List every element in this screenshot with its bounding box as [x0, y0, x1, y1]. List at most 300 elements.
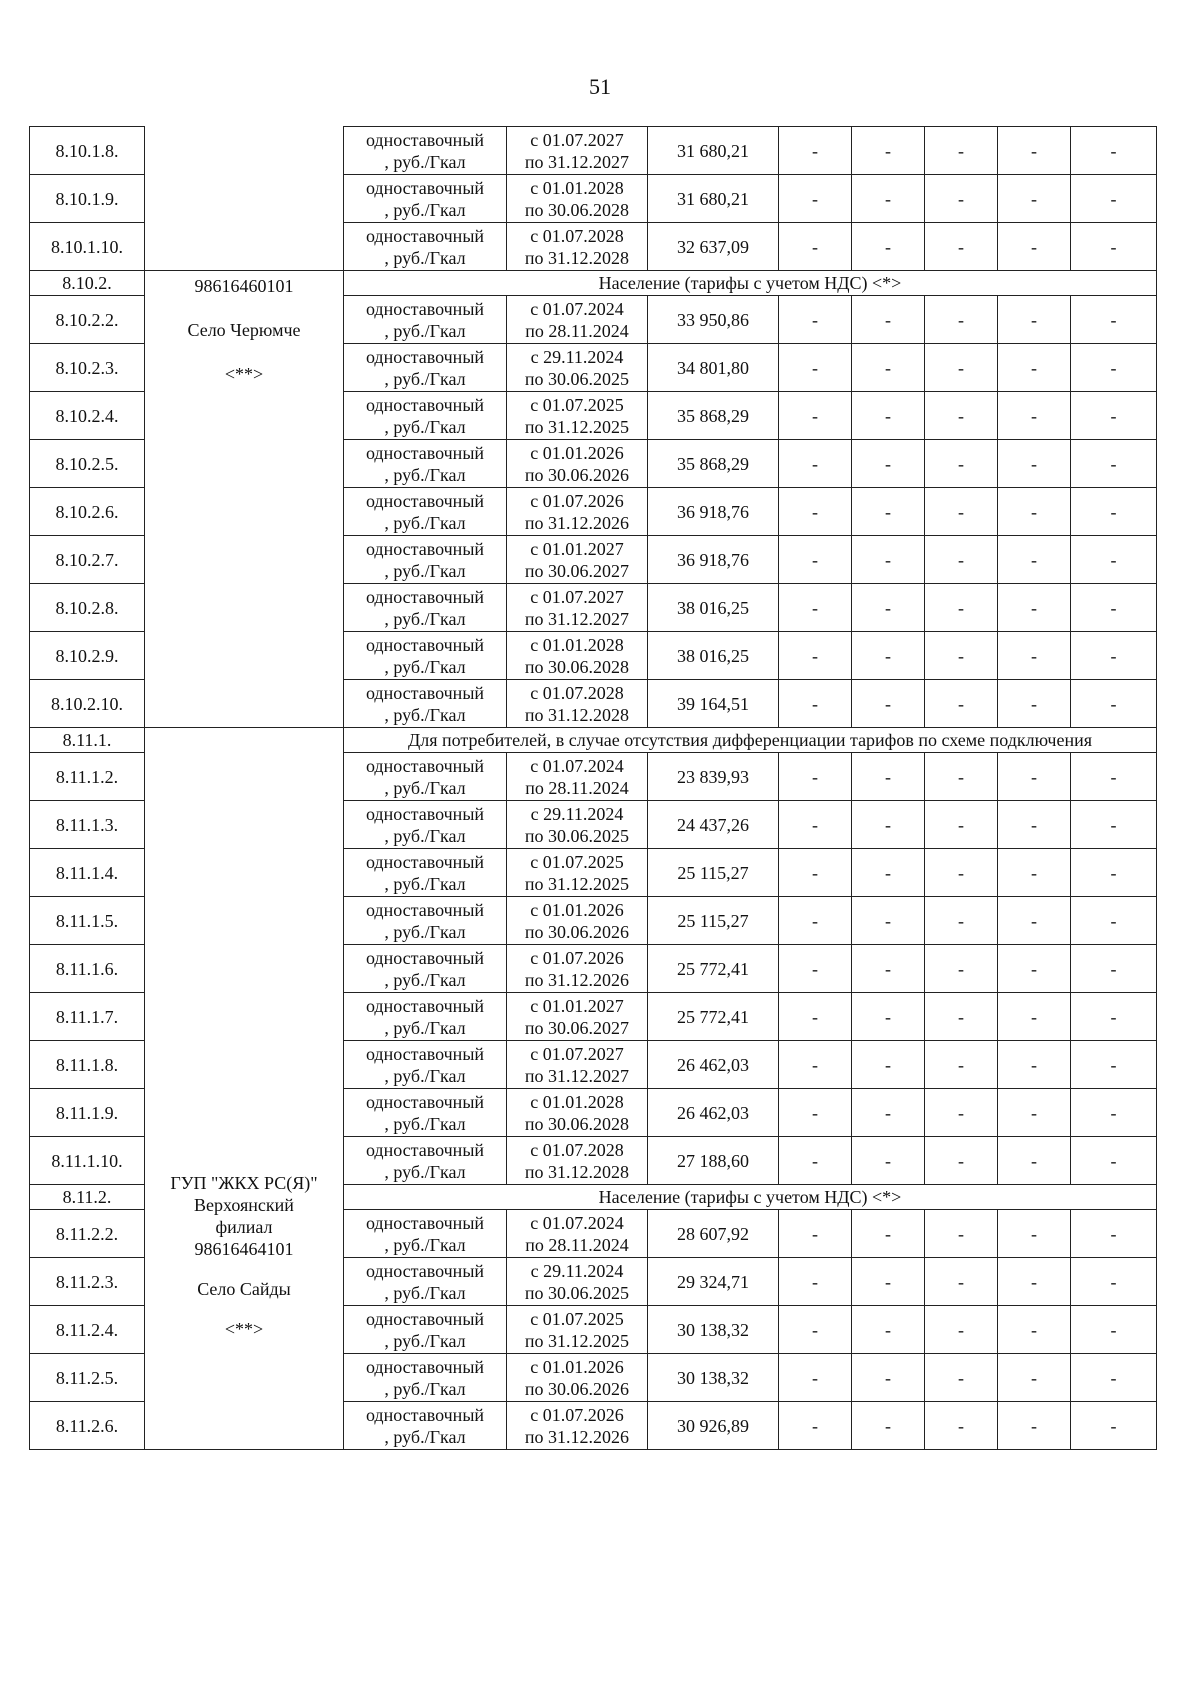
tariff-unit-line: , руб./Гкал — [384, 969, 466, 990]
tariff-kind-line: одноставочный — [365, 1356, 485, 1377]
period-to: по 31.12.2028 — [524, 1161, 630, 1182]
empty-value-dash: - — [998, 753, 1071, 801]
empty-value-dash: - — [998, 536, 1071, 584]
period-to: по 28.11.2024 — [525, 777, 629, 798]
tariff-unit-line: , руб./Гкал — [384, 512, 466, 533]
period-to: по 31.12.2026 — [524, 1426, 630, 1447]
tariff-unit-line: , руб./Гкал — [384, 704, 466, 725]
tariff-kind-cell — [344, 127, 507, 175]
group-heading-row — [30, 728, 1157, 753]
tariff-kind-cell — [344, 1258, 507, 1306]
empty-value-dash: - — [852, 296, 925, 344]
footnote-mark: <**> — [224, 364, 264, 384]
empty-value-dash: - — [925, 440, 998, 488]
empty-value-dash: - — [852, 632, 925, 680]
empty-value-dash: - — [998, 175, 1071, 223]
period-cell — [507, 680, 648, 728]
empty-value-dash: - — [1071, 175, 1157, 223]
empty-value-dash: - — [779, 1089, 852, 1137]
tariff-table — [29, 126, 1157, 1450]
tariff-value: 36 918,76 — [648, 488, 779, 536]
tariff-value: 25 115,27 — [648, 897, 779, 945]
empty-value-dash: - — [998, 801, 1071, 849]
tariff-kind-cell — [344, 993, 507, 1041]
period-to: по 30.06.2028 — [524, 199, 630, 220]
period-to: по 31.12.2025 — [524, 873, 630, 894]
tariff-kind-line: одноставочный — [365, 225, 485, 246]
period-from: с 01.07.2028 — [530, 682, 624, 703]
period-to: по 30.06.2027 — [524, 1017, 630, 1038]
tariff-unit-line: , руб./Гкал — [384, 1282, 466, 1303]
period-cell — [507, 632, 648, 680]
period-from: с 01.07.2024 — [530, 1212, 624, 1233]
empty-value-dash: - — [852, 536, 925, 584]
empty-value-dash: - — [852, 1041, 925, 1089]
tariff-unit-line: , руб./Гкал — [384, 1378, 466, 1399]
tariff-kind-line: одноставочный — [365, 682, 485, 703]
tariff-kind-cell — [344, 296, 507, 344]
empty-value-dash: - — [1071, 1041, 1157, 1089]
empty-value-dash: - — [852, 1354, 925, 1402]
row-code: 8.11.2.4. — [30, 1306, 145, 1354]
period-from: с 01.01.2027 — [530, 538, 624, 559]
empty-value-dash: - — [998, 1089, 1071, 1137]
tariff-kind-cell — [344, 1210, 507, 1258]
empty-value-dash: - — [852, 897, 925, 945]
empty-value-dash: - — [852, 440, 925, 488]
empty-value-dash: - — [925, 488, 998, 536]
tariff-value: 29 324,71 — [648, 1258, 779, 1306]
period-cell — [507, 488, 648, 536]
period-to: по 31.12.2026 — [524, 969, 630, 990]
tariff-value: 34 801,80 — [648, 344, 779, 392]
tariff-value: 31 680,21 — [648, 127, 779, 175]
tariff-value: 30 926,89 — [648, 1402, 779, 1450]
empty-value-dash: - — [925, 1210, 998, 1258]
empty-value-dash: - — [998, 945, 1071, 993]
period-to: по 31.12.2025 — [524, 1330, 630, 1351]
empty-value-dash: - — [925, 296, 998, 344]
tariff-unit-line: , руб./Гкал — [384, 368, 466, 389]
period-cell — [507, 223, 648, 271]
period-cell — [507, 536, 648, 584]
period-to: по 28.11.2024 — [525, 320, 629, 341]
tariff-unit-line: , руб./Гкал — [384, 825, 466, 846]
empty-value-dash: - — [779, 897, 852, 945]
period-to: по 31.12.2026 — [524, 512, 630, 533]
empty-value-dash: - — [1071, 392, 1157, 440]
tariff-kind-line: одноставочный — [365, 1043, 485, 1064]
period-from: с 01.01.2028 — [530, 177, 624, 198]
tariff-kind-line: одноставочный — [365, 129, 485, 150]
tariff-value: 33 950,86 — [648, 296, 779, 344]
empty-value-dash: - — [852, 488, 925, 536]
tariff-kind-cell — [344, 1354, 507, 1402]
period-from: с 01.07.2027 — [530, 586, 624, 607]
empty-value-dash: - — [925, 1041, 998, 1089]
empty-value-dash: - — [779, 1402, 852, 1450]
period-to: по 31.12.2027 — [524, 1065, 630, 1086]
period-from: с 29.11.2024 — [530, 1260, 624, 1281]
period-cell — [507, 127, 648, 175]
period-cell — [507, 392, 648, 440]
empty-value-dash: - — [1071, 993, 1157, 1041]
row-code: 8.10.1.8. — [30, 127, 145, 175]
tariff-kind-cell — [344, 440, 507, 488]
empty-value-dash: - — [1071, 1137, 1157, 1185]
branch-name: Верхоянский — [194, 1195, 294, 1215]
empty-value-dash: - — [779, 753, 852, 801]
group-heading: Население (тарифы с учетом НДС) <*> — [344, 271, 1157, 296]
period-from: с 01.07.2027 — [530, 1043, 624, 1064]
empty-value-dash: - — [852, 1210, 925, 1258]
empty-value-dash: - — [998, 849, 1071, 897]
tariff-value: 38 016,25 — [648, 584, 779, 632]
empty-value-dash: - — [852, 753, 925, 801]
tariff-value: 35 868,29 — [648, 392, 779, 440]
period-to: по 30.06.2026 — [524, 921, 630, 942]
period-from: с 01.07.2028 — [530, 1139, 624, 1160]
empty-value-dash: - — [852, 1306, 925, 1354]
empty-value-dash: - — [779, 440, 852, 488]
empty-value-dash: - — [925, 223, 998, 271]
tariff-kind-cell — [344, 536, 507, 584]
empty-value-dash: - — [925, 1402, 998, 1450]
tariff-kind-cell — [344, 680, 507, 728]
empty-value-dash: - — [925, 1354, 998, 1402]
row-code: 8.11.1.8. — [30, 1041, 145, 1089]
tariff-kind-line: одноставочный — [365, 394, 485, 415]
empty-value-dash: - — [779, 1041, 852, 1089]
empty-value-dash: - — [1071, 127, 1157, 175]
tariff-unit-line: , руб./Гкал — [384, 464, 466, 485]
tariff-kind-line: одноставочный — [365, 1139, 485, 1160]
period-from: с 29.11.2024 — [530, 803, 624, 824]
empty-value-dash: - — [779, 1210, 852, 1258]
tariff-unit-line: , руб./Гкал — [384, 1161, 466, 1182]
empty-value-dash: - — [852, 223, 925, 271]
empty-value-dash: - — [779, 223, 852, 271]
tariff-table-body — [30, 127, 1157, 1450]
empty-value-dash: - — [1071, 584, 1157, 632]
empty-value-dash: - — [779, 536, 852, 584]
empty-value-dash: - — [925, 849, 998, 897]
empty-value-dash: - — [779, 680, 852, 728]
empty-value-dash: - — [925, 392, 998, 440]
empty-value-dash: - — [779, 127, 852, 175]
group-heading-row — [30, 271, 1157, 296]
period-to: по 30.06.2025 — [524, 368, 630, 389]
empty-value-dash: - — [852, 584, 925, 632]
empty-value-dash: - — [925, 1137, 998, 1185]
row-code: 8.11.1.10. — [30, 1137, 145, 1185]
empty-value-dash: - — [998, 584, 1071, 632]
period-from: с 01.07.2028 — [530, 225, 624, 246]
empty-value-dash: - — [1071, 536, 1157, 584]
row-code: 8.11.1.4. — [30, 849, 145, 897]
row-code: 8.10.2.10. — [30, 680, 145, 728]
period-to: по 30.06.2028 — [524, 1113, 630, 1134]
period-cell — [507, 1354, 648, 1402]
tariff-value: 28 607,92 — [648, 1210, 779, 1258]
empty-value-dash: - — [998, 1137, 1071, 1185]
row-code: 8.10.2.4. — [30, 392, 145, 440]
tariff-unit-line: , руб./Гкал — [384, 777, 466, 798]
period-cell — [507, 584, 648, 632]
tariff-unit-line: , руб./Гкал — [384, 656, 466, 677]
footnote-mark: <**> — [224, 1319, 264, 1339]
period-cell — [507, 1210, 648, 1258]
period-from: с 01.07.2027 — [530, 129, 624, 150]
empty-value-dash: - — [1071, 1306, 1157, 1354]
tariff-unit-line: , руб./Гкал — [384, 199, 466, 220]
period-from: с 01.07.2026 — [530, 490, 624, 511]
empty-value-dash: - — [852, 1402, 925, 1450]
empty-value-dash: - — [998, 127, 1071, 175]
organization-cell-saydy — [145, 728, 344, 1450]
empty-value-dash: - — [998, 1041, 1071, 1089]
empty-value-dash: - — [1071, 1354, 1157, 1402]
tariff-kind-cell — [344, 488, 507, 536]
empty-value-dash: - — [1071, 296, 1157, 344]
group-heading: Для потребителей, в случае отсутствия дифференциации тарифов по схеме подключения — [344, 728, 1157, 753]
tariff-value: 38 016,25 — [648, 632, 779, 680]
row-code: 8.10.1.10. — [30, 223, 145, 271]
tariff-value: 23 839,93 — [648, 753, 779, 801]
tariff-kind-line: одноставочный — [365, 755, 485, 776]
empty-value-dash: - — [1071, 488, 1157, 536]
empty-value-dash: - — [998, 993, 1071, 1041]
period-cell — [507, 801, 648, 849]
group-code: 8.10.2. — [30, 271, 145, 296]
organization-cell-cheryumche — [145, 271, 344, 728]
branch-type: филиал — [215, 1217, 273, 1237]
period-to: по 31.12.2025 — [524, 416, 630, 437]
settlement-name: Село Черюмче — [187, 320, 301, 340]
period-cell — [507, 440, 648, 488]
tariff-unit-line: , руб./Гкал — [384, 1113, 466, 1134]
tariff-value: 30 138,32 — [648, 1354, 779, 1402]
empty-value-dash: - — [852, 392, 925, 440]
empty-value-dash: - — [779, 175, 852, 223]
empty-value-dash: - — [852, 849, 925, 897]
group-code: 8.11.2. — [30, 1185, 145, 1210]
organization-name: ГУП "ЖКХ РС(Я)" — [170, 1173, 318, 1193]
group-heading: Население (тарифы с учетом НДС) <*> — [344, 1185, 1157, 1210]
period-from: с 01.07.2025 — [530, 394, 624, 415]
tariff-kind-line: одноставочный — [365, 1308, 485, 1329]
tariff-unit-line: , руб./Гкал — [384, 1330, 466, 1351]
tariff-kind-cell — [344, 175, 507, 223]
tariff-kind-cell — [344, 849, 507, 897]
tariff-kind-cell — [344, 945, 507, 993]
empty-value-dash: - — [852, 344, 925, 392]
tariff-kind-cell — [344, 584, 507, 632]
empty-value-dash: - — [779, 296, 852, 344]
empty-value-dash: - — [925, 1089, 998, 1137]
empty-value-dash: - — [998, 223, 1071, 271]
period-from: с 01.07.2025 — [530, 1308, 624, 1329]
period-to: по 30.06.2026 — [524, 464, 630, 485]
tariff-unit-line: , руб./Гкал — [384, 1017, 466, 1038]
empty-value-dash: - — [998, 632, 1071, 680]
okato-code: 98616460101 — [194, 276, 294, 296]
empty-value-dash: - — [925, 127, 998, 175]
empty-value-dash: - — [925, 1306, 998, 1354]
period-from: с 01.01.2028 — [530, 634, 624, 655]
empty-value-dash: - — [779, 993, 852, 1041]
row-code: 8.11.1.9. — [30, 1089, 145, 1137]
empty-value-dash: - — [1071, 344, 1157, 392]
empty-value-dash: - — [779, 849, 852, 897]
period-to: по 30.06.2025 — [524, 825, 630, 846]
empty-value-dash: - — [1071, 1402, 1157, 1450]
empty-value-dash: - — [998, 440, 1071, 488]
tariff-kind-line: одноставочный — [365, 1212, 485, 1233]
empty-value-dash: - — [925, 753, 998, 801]
empty-value-dash: - — [998, 897, 1071, 945]
period-to: по 31.12.2028 — [524, 247, 630, 268]
tariff-kind-line: одноставочный — [365, 538, 485, 559]
empty-value-dash: - — [1071, 801, 1157, 849]
tariff-unit-line: , руб./Гкал — [384, 1234, 466, 1255]
empty-value-dash: - — [1071, 680, 1157, 728]
tariff-kind-cell — [344, 1402, 507, 1450]
period-cell — [507, 993, 648, 1041]
period-from: с 01.07.2026 — [530, 947, 624, 968]
tariff-kind-cell — [344, 1089, 507, 1137]
empty-value-dash: - — [852, 127, 925, 175]
empty-value-dash: - — [1071, 632, 1157, 680]
row-code: 8.11.1.3. — [30, 801, 145, 849]
tariff-kind-cell — [344, 1041, 507, 1089]
settlement-name: Село Сайды — [197, 1279, 291, 1299]
tariff-kind-line: одноставочный — [365, 177, 485, 198]
empty-value-dash: - — [779, 392, 852, 440]
row-code: 8.11.1.6. — [30, 945, 145, 993]
tariff-unit-line: , руб./Гкал — [384, 873, 466, 894]
row-code: 8.11.2.2. — [30, 1210, 145, 1258]
tariff-value: 26 462,03 — [648, 1041, 779, 1089]
tariff-unit-line: , руб./Гкал — [384, 416, 466, 437]
tariff-unit-line: , руб./Гкал — [384, 560, 466, 581]
period-cell — [507, 1089, 648, 1137]
period-to: по 28.11.2024 — [525, 1234, 629, 1255]
tariff-value: 32 637,09 — [648, 223, 779, 271]
empty-value-dash: - — [1071, 945, 1157, 993]
empty-value-dash: - — [998, 680, 1071, 728]
period-cell — [507, 1306, 648, 1354]
period-cell — [507, 753, 648, 801]
empty-value-dash: - — [925, 175, 998, 223]
period-from: с 01.07.2024 — [530, 755, 624, 776]
tariff-kind-cell — [344, 392, 507, 440]
tariff-kind-line: одноставочный — [365, 899, 485, 920]
tariff-kind-cell — [344, 897, 507, 945]
tariff-value: 35 868,29 — [648, 440, 779, 488]
tariff-value: 31 680,21 — [648, 175, 779, 223]
empty-value-dash: - — [852, 945, 925, 993]
empty-value-dash: - — [998, 392, 1071, 440]
empty-value-dash: - — [998, 1258, 1071, 1306]
tariff-value: 30 138,32 — [648, 1306, 779, 1354]
tariff-value: 36 918,76 — [648, 536, 779, 584]
tariff-value: 24 437,26 — [648, 801, 779, 849]
period-from: с 29.11.2024 — [530, 346, 624, 367]
empty-value-dash: - — [998, 344, 1071, 392]
empty-value-dash: - — [998, 488, 1071, 536]
empty-value-dash: - — [852, 175, 925, 223]
row-code: 8.10.1.9. — [30, 175, 145, 223]
empty-value-dash: - — [779, 632, 852, 680]
period-cell — [507, 945, 648, 993]
row-code: 8.11.1.7. — [30, 993, 145, 1041]
period-to: по 31.12.2027 — [524, 151, 630, 172]
tariff-kind-cell — [344, 632, 507, 680]
tariff-value: 39 164,51 — [648, 680, 779, 728]
empty-value-dash: - — [925, 897, 998, 945]
tariff-kind-line: одноставочный — [365, 851, 485, 872]
tariff-value: 26 462,03 — [648, 1089, 779, 1137]
empty-value-dash: - — [779, 1137, 852, 1185]
period-from: с 01.07.2024 — [530, 298, 624, 319]
empty-value-dash: - — [925, 680, 998, 728]
empty-value-dash: - — [852, 993, 925, 1041]
period-to: по 31.12.2027 — [524, 608, 630, 629]
period-cell — [507, 1258, 648, 1306]
tariff-kind-line: одноставочный — [365, 1091, 485, 1112]
tariff-kind-line: одноставочный — [365, 346, 485, 367]
row-code: 8.11.2.5. — [30, 1354, 145, 1402]
row-code: 8.11.1.5. — [30, 897, 145, 945]
row-code: 8.11.2.6. — [30, 1402, 145, 1450]
row-code: 8.10.2.5. — [30, 440, 145, 488]
empty-value-dash: - — [852, 801, 925, 849]
empty-value-dash: - — [779, 1258, 852, 1306]
period-to: по 30.06.2027 — [524, 560, 630, 581]
empty-value-dash: - — [1071, 1089, 1157, 1137]
period-from: с 01.07.2026 — [530, 1404, 624, 1425]
empty-value-dash: - — [779, 945, 852, 993]
empty-value-dash: - — [925, 344, 998, 392]
row-code: 8.10.2.7. — [30, 536, 145, 584]
empty-value-dash: - — [1071, 1210, 1157, 1258]
tariff-kind-cell — [344, 753, 507, 801]
period-cell — [507, 1402, 648, 1450]
period-from: с 01.01.2026 — [530, 442, 624, 463]
tariff-unit-line: , руб./Гкал — [384, 151, 466, 172]
period-to: по 30.06.2028 — [524, 656, 630, 677]
period-to: по 30.06.2026 — [524, 1378, 630, 1399]
period-cell — [507, 175, 648, 223]
tariff-kind-line: одноставочный — [365, 490, 485, 511]
empty-value-dash: - — [925, 536, 998, 584]
tariff-kind-cell — [344, 344, 507, 392]
empty-value-dash: - — [925, 632, 998, 680]
period-cell — [507, 296, 648, 344]
period-from: с 01.01.2027 — [530, 995, 624, 1016]
row-code: 8.11.1.2. — [30, 753, 145, 801]
empty-value-dash: - — [925, 993, 998, 1041]
empty-value-dash: - — [998, 1402, 1071, 1450]
tariff-unit-line: , руб./Гкал — [384, 921, 466, 942]
empty-value-dash: - — [925, 1258, 998, 1306]
row-code: 8.10.2.9. — [30, 632, 145, 680]
tariff-kind-line: одноставочный — [365, 1260, 485, 1281]
empty-value-dash: - — [925, 584, 998, 632]
period-from: с 01.01.2026 — [530, 899, 624, 920]
period-cell — [507, 897, 648, 945]
